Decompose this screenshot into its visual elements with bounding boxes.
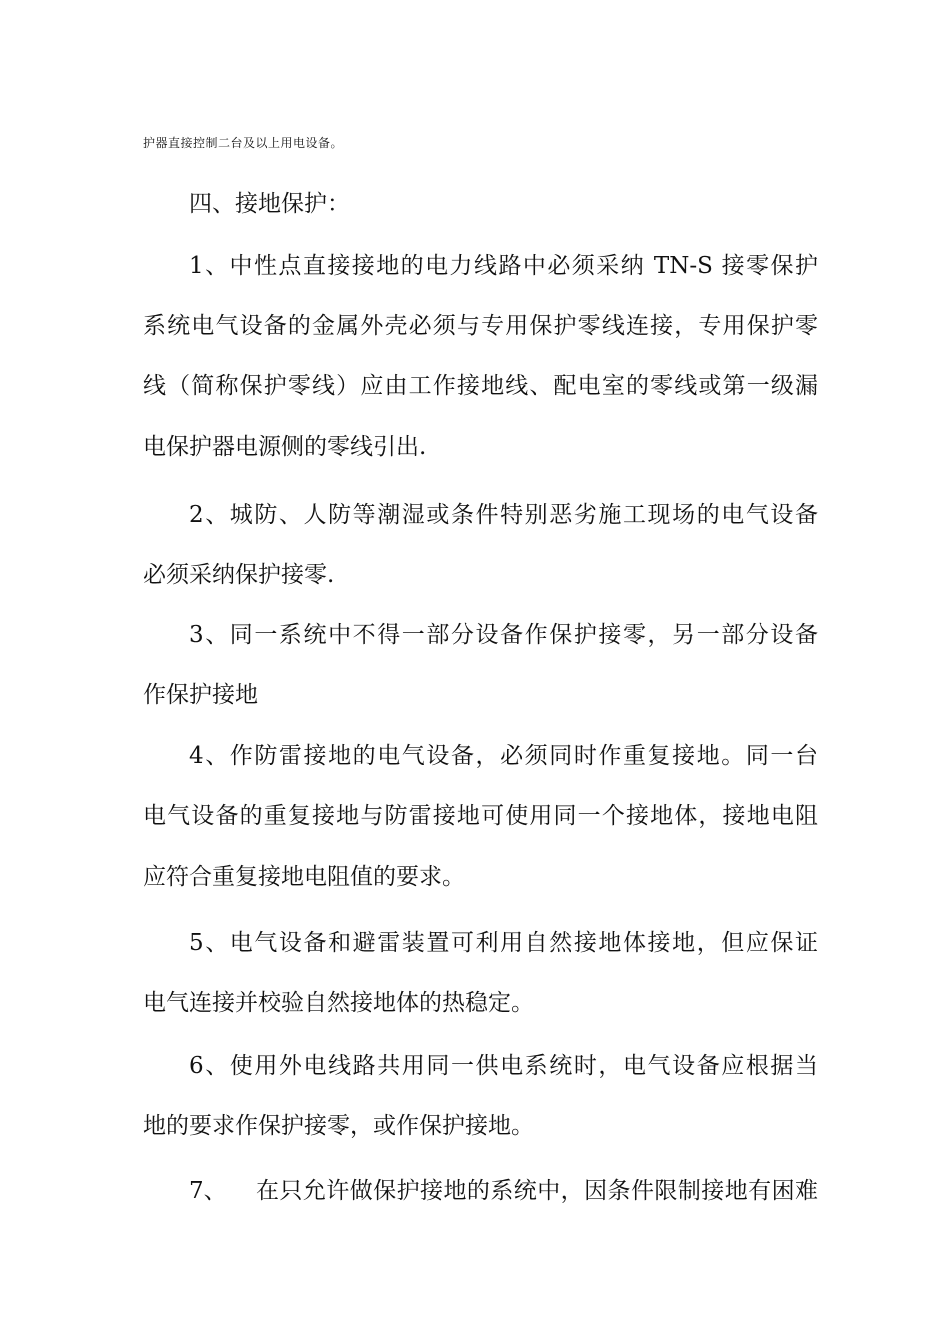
item-7-line-1: 在只允许做保护接地的系统中，因条件限制接地有困难 (256, 1178, 818, 1204)
item-5-line-2: 电气连接并校验自然接地体的热稳定。 (143, 990, 534, 1016)
item-6-line-2: 地的要求作保护接零，或作保护接地。 (143, 1113, 534, 1139)
item-1-line-2: 系统电气设备的金属外壳必须与专用保护零线连接，专用保护零 (143, 313, 818, 339)
item-3-line-2: 作保护接地 (143, 682, 258, 708)
item-4-line-2: 电气设备的重复接地与防雷接地可使用同一个接地体，接地电阻 (143, 803, 818, 829)
item-1-line-4: 电保护器电源侧的零线引出. (143, 434, 427, 460)
item-6-line-1: 6、使用外电线路共用同一供电系统时，电气设备应根据当 (189, 1053, 818, 1079)
item-3-line-1: 3、同一系统中不得一部分设备作保护接零，另一部分设备 (189, 622, 818, 648)
top-fragment-text: 护器直接控制二台及以上用电设备。 (143, 136, 344, 150)
section-heading: 四、接地保护： (189, 191, 350, 217)
item-7-number: 7、 (189, 1178, 227, 1204)
item-5-line-1: 5、电气设备和避雷装置可利用自然接地体接地，但应保证 (189, 930, 818, 956)
item-1-line-3: 线（简称保护零线）应由工作接地线、配电室的零线或第一级漏 (143, 373, 818, 399)
item-4-line-3: 应符合重复接地电阻值的要求。 (143, 864, 465, 890)
item-2-line-1: 2、城防、人防等潮湿或条件特别恶劣施工现场的电气设备 (189, 502, 818, 528)
item-1-line-1: 1、中性点直接接地的电力线路中必须采纳 TN-S 接零保护 (189, 253, 818, 279)
item-4-line-1: 4、作防雷接地的电气设备，必须同时作重复接地。同一台 (189, 743, 818, 769)
item-2-line-2: 必须采纳保护接零. (143, 562, 335, 588)
